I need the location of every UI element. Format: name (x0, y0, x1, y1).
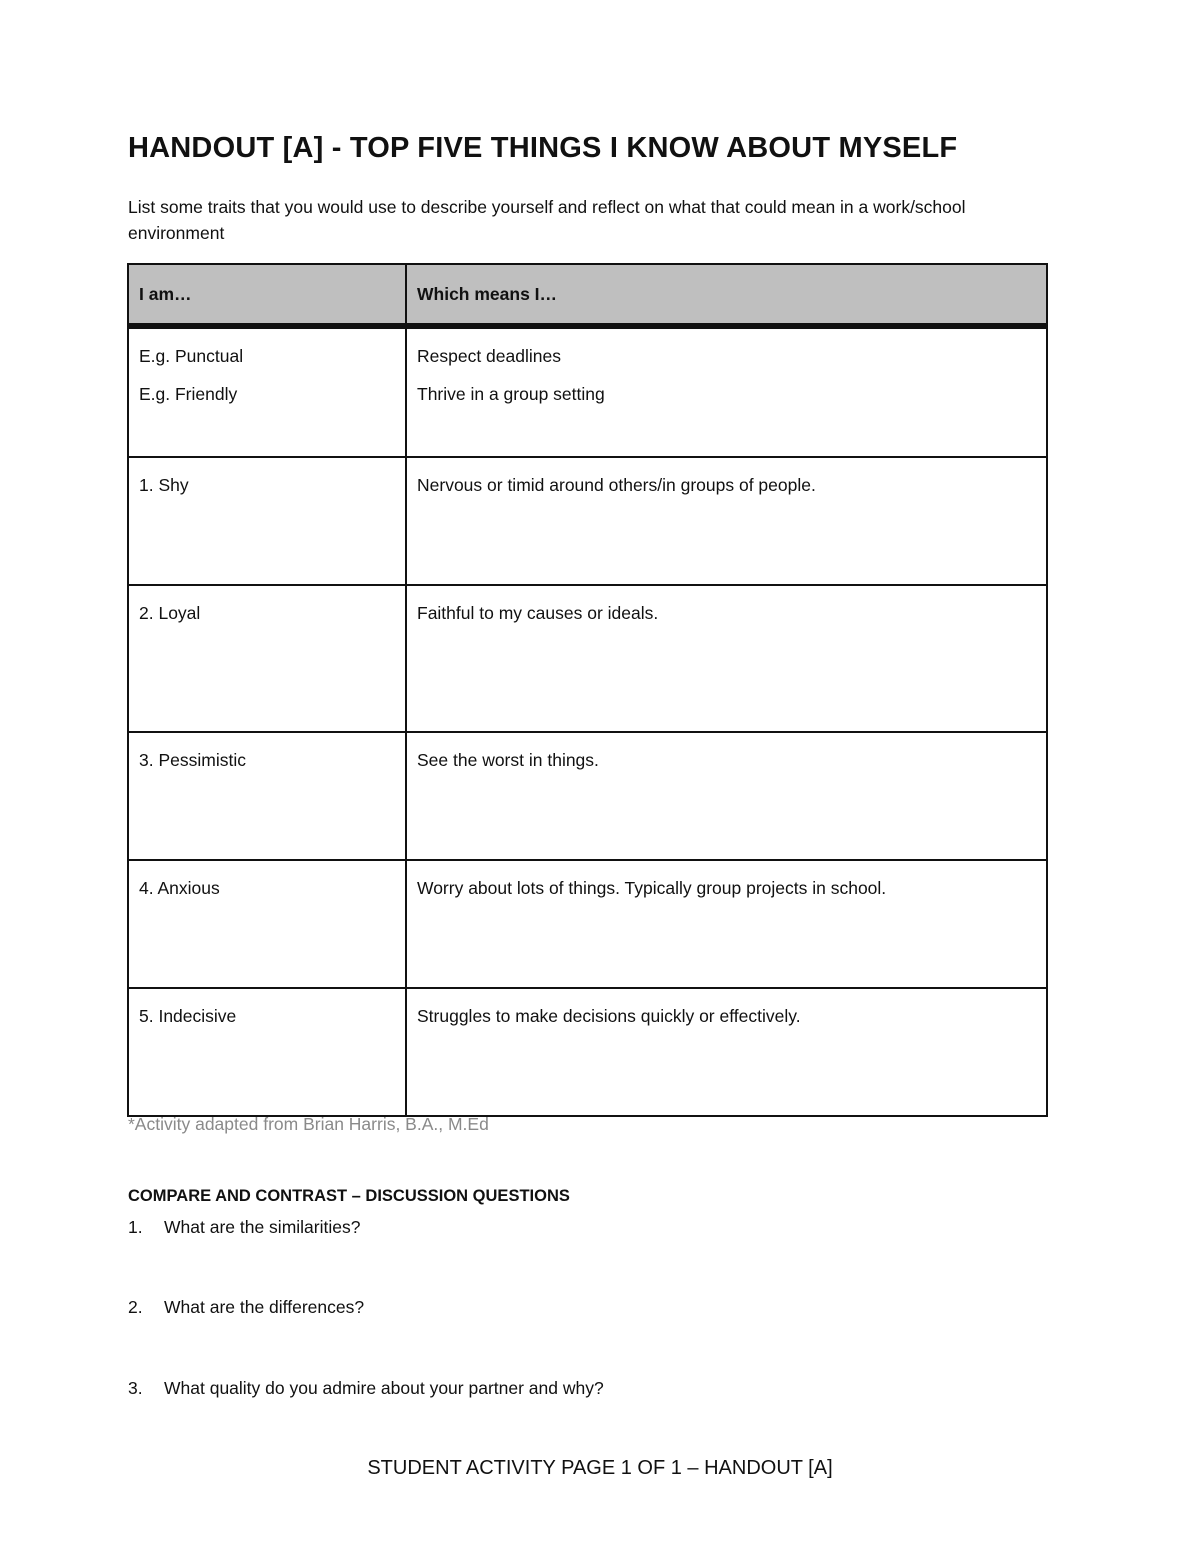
discussion-question (128, 1217, 360, 1238)
discussion-question (128, 1297, 364, 1318)
header-i-am: I am… (128, 264, 406, 326)
meaning-cell: Worry about lots of things. Typically group projects in school. (406, 860, 1047, 988)
intro-text: List some traits that you would use to describe yourself and reflect on what that could mean in a work/school environment (128, 197, 966, 243)
trait-cell: 1. Shy (128, 457, 406, 585)
trait-cell: 3. Pessimistic (128, 732, 406, 860)
table-row (128, 988, 1047, 1116)
credit-note: *Activity adapted from Brian Harris, B.A., M.Ed (128, 1114, 489, 1134)
meaning-cell: Struggles to make decisions quickly or effectively. (406, 988, 1047, 1116)
discussion-question (128, 1378, 604, 1399)
page-footer: STUDENT ACTIVITY PAGE 1 OF 1 – HANDOUT [A] (367, 1457, 833, 1479)
table-header-row (128, 264, 1047, 326)
question-number: 3. (128, 1378, 143, 1398)
example-meaning: Thrive in a group setting (417, 384, 605, 404)
question-number: 1. (128, 1217, 143, 1237)
example-trait: E.g. Friendly (139, 384, 238, 404)
question-number: 2. (128, 1297, 143, 1317)
meaning-cell: See the worst in things. (406, 732, 1047, 860)
header-which-means: Which means I… (406, 264, 1047, 326)
trait-cell: 2. Loyal (128, 585, 406, 732)
discussion-heading: COMPARE AND CONTRAST – DISCUSSION QUESTIONS (128, 1187, 570, 1205)
traits-table (127, 263, 1048, 1117)
table-row (128, 732, 1047, 860)
example-meaning: Respect deadlines (417, 346, 561, 366)
trait-cell: 4. Anxious (128, 860, 406, 988)
meaning-cell: Faithful to my causes or ideals. (406, 585, 1047, 732)
meaning-cell: Nervous or timid around others/in groups of people. (406, 457, 1047, 585)
page-title: HANDOUT [A] - TOP FIVE THINGS I KNOW ABOUT MYSELF (128, 132, 958, 164)
question-text: What quality do you admire about your partner and why? (164, 1378, 604, 1398)
trait-cell: 5. Indecisive (128, 988, 406, 1116)
table-row (128, 860, 1047, 988)
example-trait: E.g. Punctual (139, 346, 244, 366)
example-traits-cell (128, 326, 406, 457)
table-row (128, 585, 1047, 732)
question-text: What are the differences? (164, 1297, 365, 1317)
example-row (128, 326, 1047, 457)
example-meanings-cell (406, 326, 1047, 457)
question-text: What are the similarities? (164, 1217, 361, 1237)
table-row (128, 457, 1047, 585)
